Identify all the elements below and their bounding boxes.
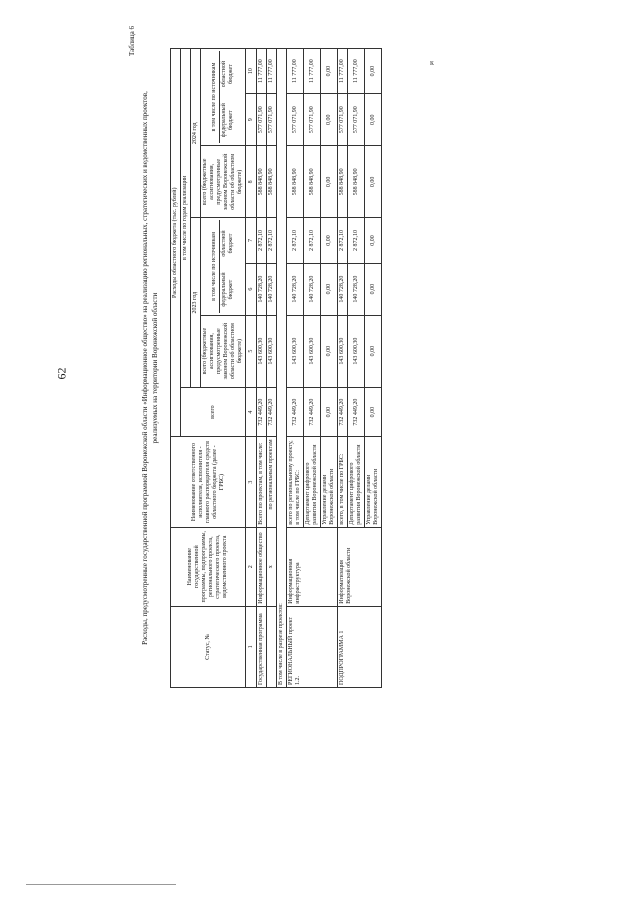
cell-2023-federal: 140 728,20 — [257, 263, 267, 315]
header-source-split-2024 — [221, 51, 235, 143]
column-number-row — [246, 49, 257, 688]
cell-2024-regional: 11 777,00 — [304, 49, 321, 94]
cell-2023-regional: 2 872,10 — [338, 218, 348, 263]
table-row — [267, 49, 277, 688]
column-number: 5 — [246, 315, 257, 387]
header-name: Наименование государственной программы, подпрограммы, регионального проекта, стратегического проекта, ведомственного проекта — [171, 527, 246, 606]
cell-2024-all: 588 848,90 — [338, 146, 348, 218]
cell-2023-federal: 140 728,20 — [338, 263, 348, 315]
cell-2023-federal: 140 728,20 — [348, 263, 365, 315]
footer-rule — [26, 884, 176, 885]
cell-2024-all: 0,00 — [321, 146, 338, 218]
header-sources-2024 — [201, 49, 246, 146]
column-number: 4 — [246, 387, 257, 437]
cell-total: 732 449,20 — [338, 387, 348, 437]
header-expenses: Расходы областного бюджета (тыс. рублей) — [171, 49, 181, 437]
row-label: всего по региональному проекту, в том числе по ГРБС: — [287, 437, 304, 527]
section-label: В том числе в разрезе проектов: — [277, 49, 287, 688]
cell-2024-regional: 0,00 — [365, 49, 382, 94]
cell-2024-federal: 577 071,90 — [287, 94, 304, 146]
header-regional-2023: областной бюджет — [221, 230, 234, 257]
row-label: Всего по проектам, в том числе: — [257, 437, 267, 527]
cell-2024-federal: 0,00 — [321, 94, 338, 146]
cell-2023-all: 143 600,30 — [304, 315, 321, 387]
cell-2023-all: 143 600,30 — [348, 315, 365, 387]
rotated-document — [120, 8, 440, 708]
header-total: всего — [181, 387, 246, 437]
empty-cell — [267, 606, 277, 687]
cell-total: 732 449,20 — [304, 387, 321, 437]
cell-2023-regional: 0,00 — [365, 218, 382, 263]
cell-2024-regional: 11 777,00 — [338, 49, 348, 94]
cell-2023-all: 143 600,30 — [287, 315, 304, 387]
expenses-table — [170, 48, 382, 688]
table-label: Таблица 6 — [128, 26, 136, 56]
cell-total: 0,00 — [365, 387, 382, 437]
column-number: 7 — [246, 218, 257, 263]
cell-2024-all: 588 848,90 — [257, 146, 267, 218]
header-by-sources-2024: в том числе по источникам — [211, 51, 220, 143]
header-source-split-2023 — [221, 220, 235, 312]
cell-2023-all: 143 600,30 — [338, 315, 348, 387]
cell-total: 732 449,20 — [348, 387, 365, 437]
cell-2023-all: 0,00 — [321, 315, 338, 387]
column-number: 3 — [246, 437, 257, 527]
cell-2024-regional: 0,00 — [321, 49, 338, 94]
cell-2023-regional: 2 872,10 — [257, 218, 267, 263]
cell-2024-federal: 0,00 — [365, 94, 382, 146]
header-by-years: в том числе по годам реализации — [181, 49, 191, 388]
x-mark: х — [267, 527, 277, 606]
cell-2024-all: 588 848,90 — [267, 146, 277, 218]
cell-2024-federal: 577 071,90 — [338, 94, 348, 146]
header-by-sources-2023: в том числе по источникам — [211, 220, 220, 312]
cell-2023-regional: 2 872,10 — [267, 218, 277, 263]
table-row — [338, 49, 348, 688]
row-label: по региональным проектам — [267, 437, 277, 527]
cell-2024-federal: 577 071,90 — [267, 94, 277, 146]
cell-2024-all: 588 848,90 — [348, 146, 365, 218]
cell-2024-all: 0,00 — [365, 146, 382, 218]
section-row — [277, 49, 287, 688]
cell-2023-federal: 140 728,20 — [287, 263, 304, 315]
header-all-budget-2023: всего (бюджетные ассигнования, предусмотренные законом Воронежской области об областном бюджете) — [201, 315, 246, 387]
header-federal-2023: федеральный бюджет — [221, 272, 234, 307]
column-number: 9 — [246, 94, 257, 146]
header-year-2023: 2023 год — [191, 218, 201, 387]
cell-2024-regional: 11 777,00 — [267, 49, 277, 94]
cell-2024-regional: 11 777,00 — [348, 49, 365, 94]
column-number: 6 — [246, 263, 257, 315]
cell-2024-all: 588 848,90 — [304, 146, 321, 218]
table-row — [257, 49, 267, 688]
cell-total: 0,00 — [321, 387, 338, 437]
column-number: 1 — [246, 606, 257, 687]
column-number: 10 — [246, 49, 257, 94]
subprogram-name: Информатизация Воронежской области — [338, 527, 382, 606]
header-sources-2023 — [201, 218, 246, 315]
row-label: всего, в том числе по ГРБС: — [338, 437, 348, 527]
cell-total: 732 449,20 — [287, 387, 304, 437]
cell-2023-all: 143 600,30 — [257, 315, 267, 387]
header-row-1 — [171, 49, 181, 688]
regional-project-status: РЕГИОНАЛЬНЫЙ проект 1.2. — [287, 606, 338, 687]
row-label: Управление делами Воронежской области — [321, 437, 338, 527]
document-title: Расходы, предусмотренные государственной программой Воронежской области «Информационное общество» на реализацию региональных, стратегических и ведомственных проектов, реализуемых на территории Воронежской области — [141, 91, 159, 645]
program-status: Государственная программа — [257, 606, 267, 687]
cell-2023-federal: 140 728,20 — [304, 263, 321, 315]
header-all-budget-2024: всего (бюджетные ассигнования, предусмотренные законом Воронежской области об областном бюджете) — [201, 146, 246, 218]
page-number: 62 — [54, 367, 69, 380]
cell-2023-federal: 0,00 — [321, 263, 338, 315]
cell-2023-regional: 2 872,10 — [287, 218, 304, 263]
cell-total: 732 449,20 — [257, 387, 267, 437]
header-year-2024: 2024 год — [191, 49, 201, 218]
cell-2024-federal: 577 071,90 — [304, 94, 321, 146]
header-responsible: Наименование ответственного исполнителя, исполнителя - главного распорядителя средств областного бюджета (далее - ГРБС) — [171, 437, 246, 527]
cell-2023-regional: 2 872,10 — [304, 218, 321, 263]
subprogram-status: ПОДПРОГРАММА 1 — [338, 606, 382, 687]
row-label: Управление делами Воронежской области — [365, 437, 382, 527]
cell-2023-all: 0,00 — [365, 315, 382, 387]
cell-total: 732 449,20 — [267, 387, 277, 437]
cell-2023-federal: 140 728,20 — [267, 263, 277, 315]
regional-project-name: Информационная инфраструктура — [287, 527, 338, 606]
cell-2023-regional: 2 872,10 — [348, 218, 365, 263]
row-label: Департамент цифрового развития Воронежской области — [304, 437, 321, 527]
cell-2023-regional: 0,00 — [321, 218, 338, 263]
column-number: 2 — [246, 527, 257, 606]
header-federal-2024: федеральный бюджет — [221, 103, 234, 138]
cell-2024-all: 588 848,90 — [287, 146, 304, 218]
cell-2024-federal: 577 071,90 — [257, 94, 267, 146]
table-row — [287, 49, 304, 688]
cell-2024-regional: 11 777,00 — [257, 49, 267, 94]
cell-2023-federal: 0,00 — [365, 263, 382, 315]
header-regional-2024: областной бюджет — [221, 60, 234, 88]
row-label: Департамент цифрового развития Воронежской области — [348, 437, 365, 527]
column-number: 8 — [246, 146, 257, 218]
cell-2024-federal: 577 071,90 — [348, 94, 365, 146]
header-status: Статус, № — [171, 606, 246, 687]
program-name: Информационное общество — [257, 527, 267, 606]
cell-2024-regional: 11 777,00 — [287, 49, 304, 94]
cell-2023-all: 143 600,30 — [267, 315, 277, 387]
corner-mark: к — [430, 58, 434, 67]
